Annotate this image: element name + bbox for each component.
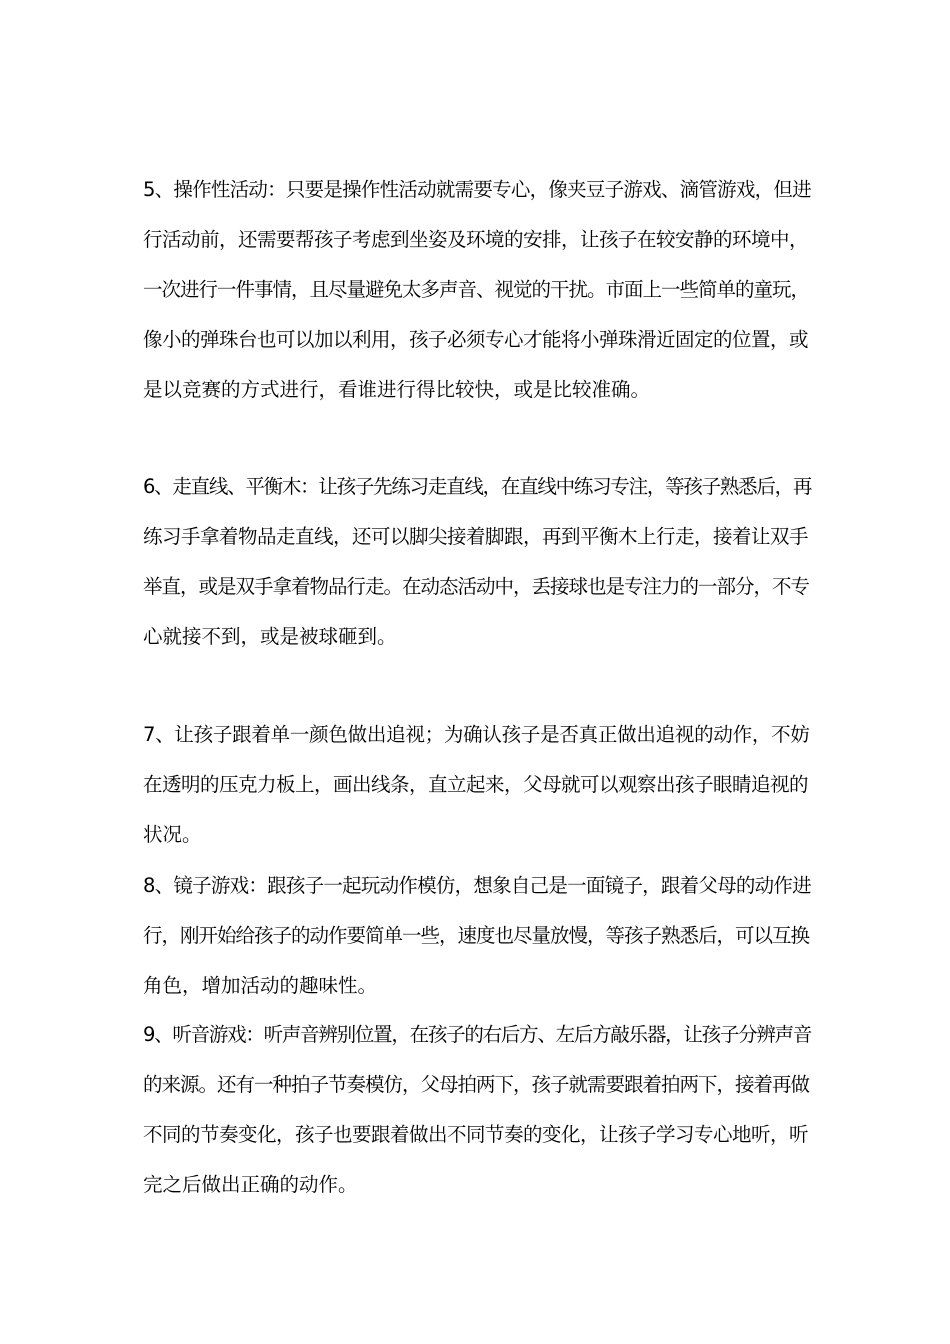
paragraph-7-color-tracking: [143, 710, 811, 860]
text-line: 像小的弹珠台也可以加以利用，孩子必须专心才能将小弹珠滑近固定的位置，或: [143, 328, 809, 351]
text-line: 举直，或是双手拿着物品行走。在动态活动中，丢接球也是专注力的一部分，不专: [143, 575, 810, 598]
text-line: 心就接不到，或是被球砸到。: [143, 625, 397, 648]
text-line: 一次进行一件事情，且尽量避免太多声音、视觉的干扰。市面上一些简单的童玩，: [143, 278, 810, 301]
text-line: 5、操作性活动：只要是操作性活动就需要专心，像夹豆子游戏、滴管游戏，但进: [143, 178, 811, 201]
text-line: 角色，增加活动的趣味性。: [143, 974, 378, 997]
paragraph-9-listening-game: [143, 1010, 811, 1210]
text-line: 不同的节奏变化，孩子也要跟着做出不同节奏的变化，让孩子学习专心地听，听: [143, 1123, 809, 1146]
text-line: 在透明的压克力板上，画出线条，直立起来，父母就可以观察出孩子眼睛追视的: [143, 773, 809, 796]
text-line: 9、听音游戏：听声音辨别位置，在孩子的右后方、左后方敲乐器，让孩子分辨声音: [143, 1023, 812, 1046]
text-line: 行，刚开始给孩子的动作要简单一些，速度也尽量放慢，等孩子熟悉后，可以互换: [143, 924, 810, 947]
text-line: 7、让孩子跟着单一颜色做出追视；为确认孩子是否真正做出追视的动作，不妨: [143, 723, 810, 746]
text-line: 行活动前，还需要帮孩子考虑到坐姿及环境的安排，让孩子在较安静的环境中，: [143, 228, 809, 251]
text-line: 完之后做出正确的动作。: [143, 1173, 358, 1196]
paragraph-8-mirror-game: [143, 861, 811, 1011]
paragraph-6-straight-line-balance-beam: [143, 462, 811, 662]
text-line: 状况。: [143, 823, 202, 846]
text-line: 练习手拿着物品走直线，还可以脚尖接着脚跟，再到平衡木上行走，接着让双手: [143, 525, 809, 548]
text-line: 8、镜子游戏：跟孩子一起玩动作模仿，想象自己是一面镜子，跟着父母的动作进: [143, 874, 811, 897]
text-line: 的来源。还有一种拍子节奏模仿，父母拍两下，孩子就需要跟着拍两下，接着再做: [143, 1073, 810, 1096]
text-line: 6、走直线、平衡木：让孩子先练习走直线，在直线中练习专注，等孩子熟悉后，再: [143, 475, 812, 498]
paragraph-5-operational-activities: [143, 165, 811, 415]
text-line: 是以竞赛的方式进行，看谁进行得比较快，或是比较准确。: [143, 378, 651, 401]
